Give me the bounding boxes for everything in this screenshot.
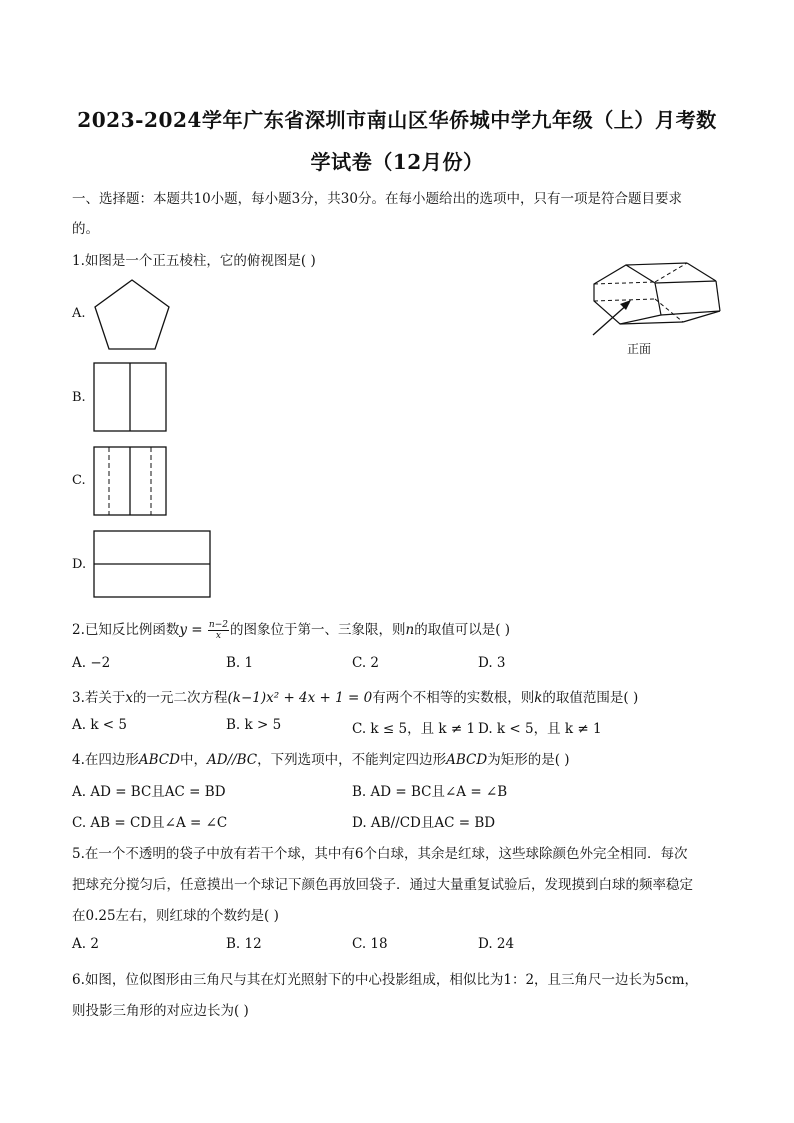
option-d-wide-rectangle-figure (93, 530, 213, 600)
q1-option-d-label: D. (72, 557, 87, 572)
q4-option-c: C. AB = CD且∠A = ∠C (72, 815, 228, 831)
q4-option-b: B. AD = BC且∠A = ∠B (352, 784, 508, 800)
q3-var-x: x (125, 690, 134, 706)
q4-option-a: A. AD = BC且AC = BD (72, 784, 226, 800)
q3-text-pre: 3.若关于 (72, 690, 126, 706)
q3-option-a: A. k < 5 (72, 717, 127, 733)
q2-option-d: D. 3 (478, 655, 506, 671)
q2-text-post: 的图象位于第一、三象限，则 (230, 622, 406, 638)
q2-option-c: C. 2 (352, 655, 380, 671)
q2-var-n: n (405, 622, 415, 638)
q2-func-y: y = (179, 622, 203, 638)
section-instruction-line1: 一、选择题：本题共10小题，每小题3分，共30分。在每小题给出的选项中，只有一项是符合题目要求 (72, 191, 682, 207)
q5-option-b: B. 12 (226, 936, 262, 952)
q5-option-c: C. 18 (352, 936, 388, 952)
figure-caption-front: 正面 (627, 342, 652, 356)
option-a-pentagon-figure (93, 278, 173, 354)
q2-frac-denominator: x (215, 631, 221, 641)
q4-abcd-2: ABCD (446, 752, 488, 768)
q2-option-a: A. −2 (72, 655, 111, 671)
q2-text-pre: 2.已知反比例函数 (72, 622, 180, 638)
option-b-rectangle-figure (93, 362, 169, 434)
q1-option-c-label: C. (72, 473, 86, 488)
q3-equation: (k−1)x² + 4x + 1 = 0 (227, 690, 373, 706)
question-6-line1: 6.如图，位似图形由三角尺与其在灯光照射下的中心投影组成，相似比为1：2，且三角尺一边长为5cm， (72, 972, 699, 988)
q3-option-b: B. k > 5 (226, 717, 282, 733)
question-1-stem: 1.如图是一个正五棱柱，它的俯视图是( ) (72, 253, 316, 269)
q1-option-a-label: A. (72, 306, 86, 321)
q3-text-post: 有两个不相等的实数根，则 (372, 690, 535, 706)
q3-text-mid: 的一元二次方程 (133, 690, 228, 706)
q5-option-a: A. 2 (72, 936, 99, 952)
q4-text-pre: 4.在四边形 (72, 752, 139, 768)
q1-option-b-label: B. (72, 390, 86, 405)
option-c-dashed-rectangle-figure (93, 446, 169, 518)
q4-condition: AD//BC (206, 752, 258, 768)
q4-text-post2: 为矩形的是( ) (487, 752, 570, 768)
question-3-stem (72, 686, 638, 706)
q2-fraction (208, 620, 229, 641)
q5-option-d: D. 24 (478, 936, 515, 952)
section-instruction-line2: 的。 (72, 221, 99, 237)
q4-abcd-1: ABCD (138, 752, 180, 768)
question-6-line2: 则投影三角形的对应边长为( ) (72, 1003, 249, 1019)
q4-option-d: D. AB//CD且AC = BD (352, 815, 496, 831)
paper-title-line2: 学试卷（12月份） (310, 150, 484, 174)
question-4-stem (72, 748, 570, 768)
q2-text-post2: 的取值可以是( ) (414, 622, 511, 638)
q3-option-d: D. k < 5，且 k ≠ 1 (478, 721, 602, 737)
pentagonal-prism-figure (585, 258, 725, 358)
question-5-line1: 5.在一个不透明的袋子中放有若干个球，其中有6个白球，其余是红球，这些球除颜色外完全相同．每次 (72, 846, 688, 862)
q4-text-post: ，下列选项中，不能判定四边形 (257, 752, 447, 768)
paper-title-line1: 2023-2024学年广东省深圳市南山区华侨城中学九年级（上）月考数 (77, 108, 717, 132)
q3-var-k: k (534, 690, 543, 706)
q2-option-b: B. 1 (226, 655, 254, 671)
question-5-line2: 把球充分搅匀后，任意摸出一个球记下颜色再放回袋子．通过大量重复试验后，发现摸到白球的频率稳定 (72, 877, 693, 893)
q4-text-mid: 中， (179, 752, 207, 768)
question-2-stem (72, 618, 510, 641)
prism-front-face (594, 265, 661, 324)
q3-text-post2: 的取值范围是( ) (542, 690, 639, 706)
q2-frac-numerator: n−2 (208, 620, 228, 630)
q3-option-c: C. k ≤ 5，且 k ≠ 1 (352, 721, 476, 737)
question-5-line3: 在0.25左右，则红球的个数约是( ) (72, 908, 279, 924)
